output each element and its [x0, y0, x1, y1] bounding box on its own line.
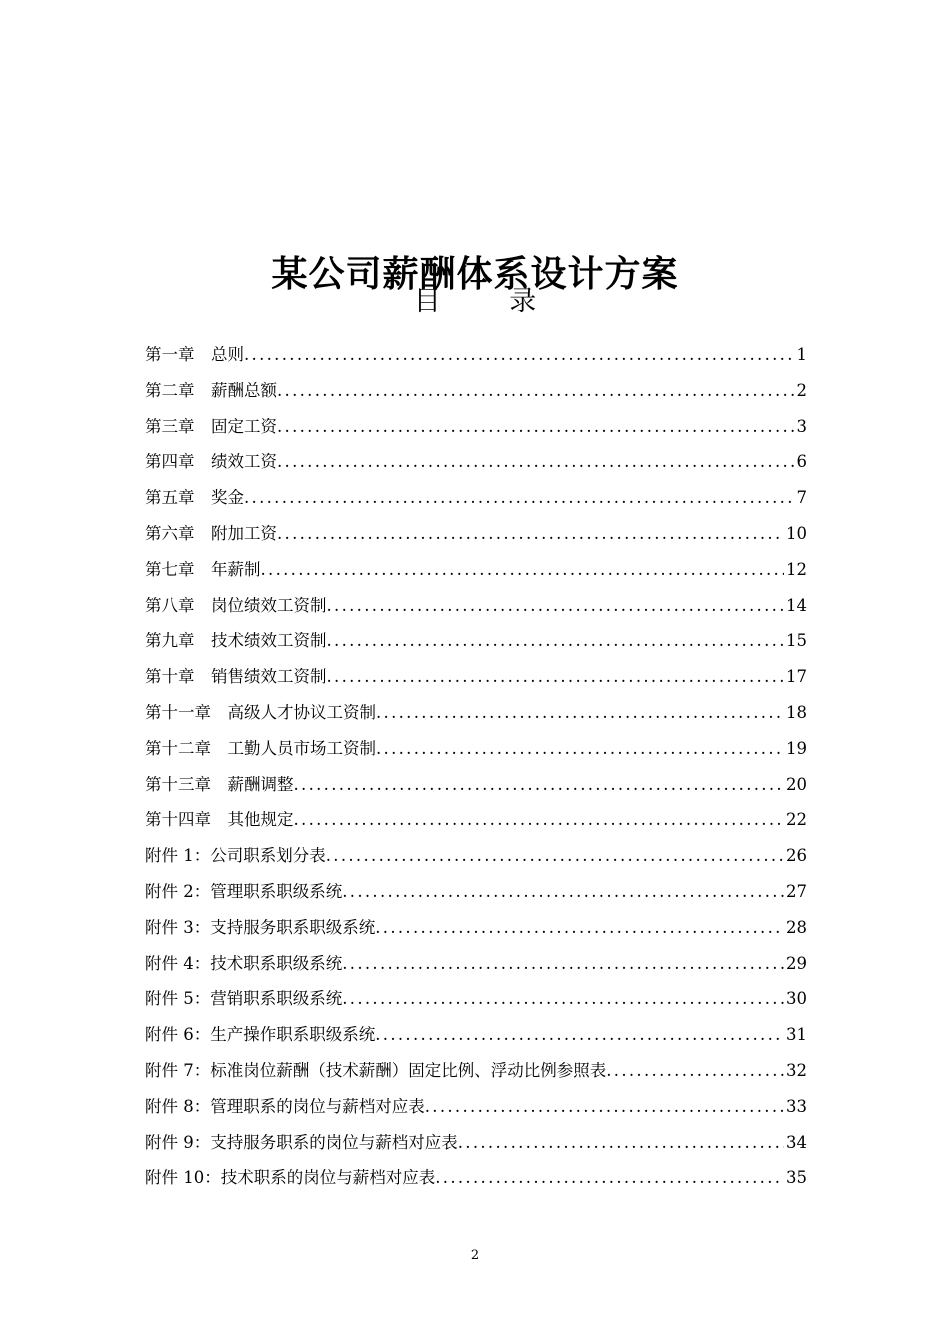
toc-entry-page: 18 — [786, 702, 807, 722]
toc-dot-leader — [342, 874, 784, 910]
toc-entry-page: 31 — [786, 1025, 807, 1045]
toc-entry-page: 17 — [786, 667, 807, 687]
toc-entry-page: 28 — [786, 917, 807, 937]
toc-entry-page: 2 — [796, 380, 807, 400]
toc-dot-leader — [294, 802, 785, 838]
toc-entry-label: 附件 4：技术职系职级系统 — [145, 953, 343, 973]
toc-entry[interactable] — [145, 767, 807, 803]
toc-dot-leader — [261, 552, 785, 588]
toc-dot-leader — [327, 623, 785, 659]
toc-entry-label: 第十章 销售绩效工资制 — [145, 667, 327, 687]
toc-dot-leader — [342, 946, 784, 982]
toc-entry-label: 第十三章 薪酬调整 — [145, 774, 294, 794]
table-of-contents — [145, 337, 807, 1196]
toc-entry-label: 附件 6：生产操作职系职级系统 — [145, 1025, 376, 1045]
toc-entry-page: 35 — [786, 1168, 807, 1188]
toc-entry-label: 附件 8：管理职系的岗位与薪档对应表 — [145, 1096, 425, 1116]
document-title: 某公司薪酬体系设计方案 — [271, 254, 679, 296]
toc-entry-label: 第九章 技术绩效工资制 — [145, 631, 327, 651]
toc-entry-label: 第三章 固定工资 — [145, 416, 277, 436]
toc-entry-page: 1 — [796, 345, 807, 364]
toc-entry-label: 第六章 附加工资 — [145, 523, 277, 543]
toc-entry-label: 附件 7：标准岗位薪酬（技术薪酬）固定比例、浮动比例参照表 — [145, 1060, 607, 1080]
toc-entry-label: 第二章 薪酬总额 — [145, 380, 277, 400]
toc-entry[interactable] — [145, 910, 807, 946]
toc-dot-leader — [376, 731, 784, 767]
toc-entry-page: 22 — [786, 810, 807, 830]
toc-entry-page: 7 — [796, 488, 807, 508]
toc-entry-page: 29 — [786, 953, 807, 973]
toc-entry-label: 第十二章 工勤人员市场工资制 — [145, 738, 376, 758]
toc-entry-page: 19 — [786, 738, 807, 758]
toc-entry-page: 10 — [786, 523, 807, 543]
toc-entry-label: 第五章 奖金 — [145, 488, 244, 508]
toc-entry-page: 14 — [786, 595, 807, 615]
toc-entry-page: 33 — [786, 1096, 807, 1116]
toc-entry-page: 3 — [796, 416, 807, 436]
toc-dot-leader — [606, 1053, 784, 1089]
toc-entry[interactable] — [145, 588, 807, 624]
toc-dot-leader — [375, 910, 784, 946]
toc-entry[interactable] — [145, 981, 807, 1017]
toc-entry-label: 第八章 岗位绩效工资制 — [145, 595, 327, 615]
toc-entry[interactable] — [145, 480, 807, 516]
toc-entry[interactable] — [145, 874, 807, 910]
toc-dot-leader — [244, 480, 795, 516]
toc-entry[interactable] — [145, 552, 807, 588]
toc-entry[interactable] — [145, 731, 807, 767]
toc-entry-label: 附件 3：支持服务职系职级系统 — [145, 917, 376, 937]
toc-dot-leader — [435, 1160, 784, 1196]
toc-dot-leader — [326, 838, 784, 874]
toc-dot-leader — [458, 1125, 784, 1161]
toc-dot-leader — [277, 409, 795, 445]
toc-entry[interactable] — [145, 1160, 807, 1196]
toc-dot-leader — [277, 373, 795, 409]
toc-entry[interactable] — [145, 695, 807, 731]
toc-heading: 目 录 — [413, 286, 537, 317]
toc-entry-label: 附件 1：公司职系划分表 — [145, 846, 326, 866]
toc-entry[interactable] — [145, 444, 807, 480]
toc-dot-leader — [425, 1089, 784, 1125]
toc-entry-label: 第十四章 其他规定 — [145, 810, 294, 830]
toc-dot-leader — [375, 1017, 784, 1053]
toc-entry-page: 27 — [786, 881, 807, 901]
toc-entry[interactable] — [145, 623, 807, 659]
toc-entry[interactable] — [145, 337, 807, 373]
toc-entry-label: 第七章 年薪制 — [145, 559, 261, 579]
toc-entry-label: 第一章 总则 — [145, 345, 244, 364]
toc-entry[interactable] — [145, 1017, 807, 1053]
toc-entry-page: 34 — [786, 1132, 807, 1152]
toc-entry-page: 6 — [796, 452, 807, 472]
page-number: 2 — [470, 1248, 480, 1263]
toc-entry[interactable] — [145, 1089, 807, 1125]
toc-entry[interactable] — [145, 659, 807, 695]
toc-dot-leader — [277, 444, 795, 480]
toc-entry-label: 附件 5：营销职系职级系统 — [145, 989, 343, 1009]
toc-entry-label: 附件 2：管理职系职级系统 — [145, 881, 343, 901]
toc-entry[interactable] — [145, 1053, 807, 1089]
toc-entry[interactable] — [145, 838, 807, 874]
toc-dot-leader — [327, 588, 785, 624]
toc-dot-leader — [244, 337, 795, 373]
toc-entry-label: 附件 10：技术职系的岗位与薪档对应表 — [145, 1168, 436, 1188]
toc-entry[interactable] — [145, 1125, 807, 1161]
toc-entry[interactable] — [145, 516, 807, 552]
toc-dot-leader — [342, 981, 784, 1017]
toc-entry-page: 20 — [786, 774, 807, 794]
toc-entry[interactable] — [145, 802, 807, 838]
toc-entry-page: 15 — [786, 631, 807, 651]
toc-dot-leader — [294, 767, 785, 803]
toc-entry[interactable] — [145, 409, 807, 445]
toc-dot-leader — [376, 695, 784, 731]
toc-entry[interactable] — [145, 946, 807, 982]
toc-entry-page: 12 — [786, 559, 807, 579]
toc-dot-leader — [327, 659, 785, 695]
toc-entry-page: 32 — [786, 1060, 807, 1080]
toc-entry-page: 26 — [786, 846, 807, 866]
toc-entry-label: 第四章 绩效工资 — [145, 452, 277, 472]
toc-dot-leader — [277, 516, 784, 552]
toc-entry-label: 第十一章 高级人才协议工资制 — [145, 702, 376, 722]
toc-entry[interactable] — [145, 373, 807, 409]
toc-entry-page: 30 — [786, 989, 807, 1009]
toc-entry-label: 附件 9：支持服务职系的岗位与薪档对应表 — [145, 1132, 458, 1152]
